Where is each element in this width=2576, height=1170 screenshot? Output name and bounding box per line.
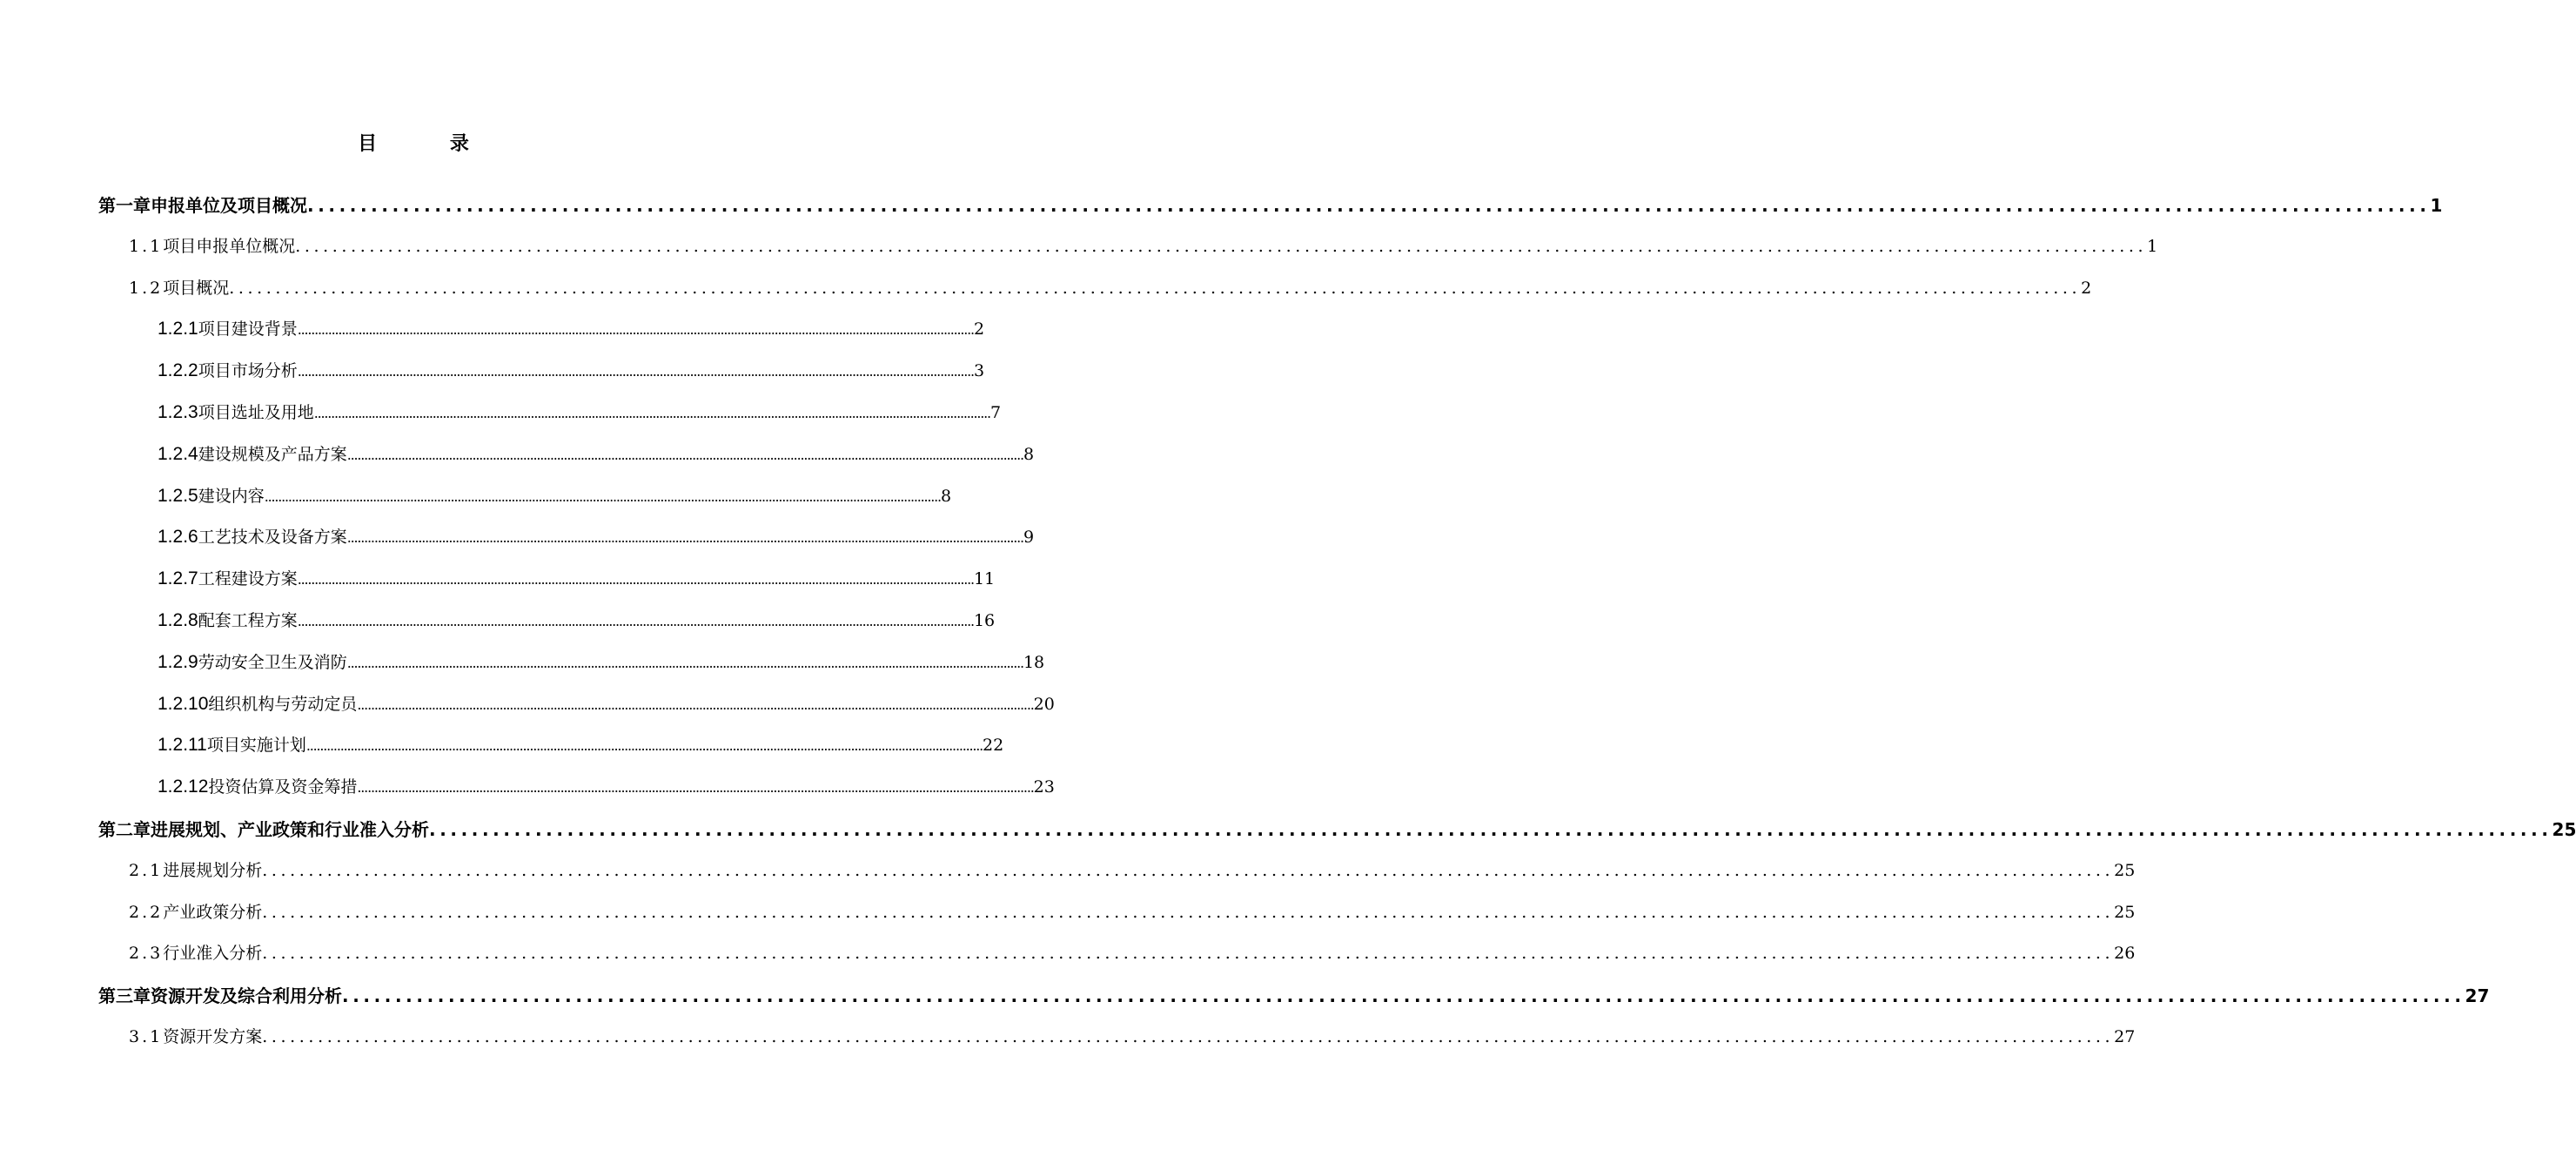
toc-entry[interactable]	[158, 691, 1055, 717]
toc-entry-page-number: 20	[1033, 695, 1055, 714]
toc-entry-page-number: 8	[1023, 445, 1035, 464]
toc-entry-number: 1.2.2	[158, 360, 198, 380]
toc-entry[interactable]	[129, 233, 2158, 259]
toc-entry-page-number: 27	[2465, 985, 2490, 1006]
toc-entry-number: 1.2.9	[158, 652, 198, 672]
toc-entry-page-number: 9	[1023, 528, 1035, 547]
toc-entry-page-number: 22	[983, 736, 1004, 755]
toc-entry-number: 1.2.6	[158, 527, 198, 547]
toc-entry-title: 行业准入分析	[163, 944, 263, 963]
toc-entry-title: 申报单位及项目概况	[151, 195, 307, 216]
toc-entry-page-number: 1	[2147, 237, 2158, 256]
toc-dot-leader: ........................................................................................................................................................................................................	[346, 655, 1023, 671]
toc-entry-title: 工程建设方案	[198, 569, 298, 588]
toc-entry-number: 第三章	[98, 985, 151, 1006]
toc-dot-leader: ........................................................................................................................................................................................................	[307, 195, 2431, 216]
toc-entry-title: 项目申报单位概况	[163, 237, 296, 256]
toc-entry[interactable]	[158, 441, 1035, 467]
toc-entry-title: 进展规划分析	[163, 861, 263, 880]
toc-entry-number: 1.2.4	[158, 444, 198, 464]
toc-title: 目 录	[358, 133, 502, 155]
toc-dot-leader: ........................................................................................................................................................................................................	[264, 488, 941, 505]
toc-entry-number: 1.2.1	[158, 319, 198, 339]
toc-entry-page-number: 25	[2114, 903, 2136, 922]
toc-dot-leader: ........................................................................................................................................................................................................	[346, 529, 1023, 546]
toc-entry-page-number: 7	[989, 403, 1002, 422]
toc-entry-title: 项目市场分析	[198, 361, 298, 380]
toc-entry-title: 建设规模及产品方案	[198, 445, 347, 464]
toc-entry-title: 进展规划、产业政策和行业准入分析	[151, 819, 429, 840]
toc-entry-title: 产业政策分析	[163, 903, 263, 922]
toc-entry[interactable]	[158, 400, 1002, 426]
toc-dot-leader: ........................................................................................................................................................................................................	[295, 237, 2148, 256]
toc-dot-leader: ........................................................................................................................................................................................................	[305, 737, 983, 754]
toc-entry[interactable]	[158, 566, 996, 592]
toc-entry[interactable]	[158, 649, 1045, 676]
toc-entry-number: 1.2.3	[158, 402, 198, 422]
toc-entry-page-number: 18	[1023, 653, 1045, 672]
toc-dot-leader: ........................................................................................................................................................................................................	[429, 819, 2553, 840]
toc-entry[interactable]	[158, 483, 952, 509]
toc-dot-leader: ........................................................................................................................................................................................................	[297, 321, 974, 338]
toc-entry-title: 项目建设背景	[198, 319, 298, 339]
toc-entry-number: 1.2	[129, 279, 164, 298]
toc-dot-leader: ........................................................................................................................................................................................................	[297, 363, 974, 380]
toc-entry[interactable]	[158, 608, 996, 634]
toc-entry-number: 第一章	[98, 195, 151, 216]
toc-entry-number: 2.2	[129, 903, 164, 922]
toc-entry-number: 1.2.8	[158, 610, 198, 630]
toc-entry-title: 配套工程方案	[198, 611, 298, 630]
toc-entry-title: 工艺技术及设备方案	[198, 528, 347, 547]
toc-entry-title: 资源开发方案	[163, 1027, 263, 1046]
toc-entry-number: 2.3	[129, 944, 164, 963]
toc-entry-title: 劳动安全卫生及消防	[198, 653, 347, 672]
toc-entry[interactable]	[129, 857, 2136, 884]
toc-entry-page-number: 8	[940, 487, 952, 506]
toc-entry-title: 组织机构与劳动定员	[208, 695, 358, 714]
toc-entry[interactable]	[158, 774, 1055, 800]
toc-dot-leader: ........................................................................................................................................................................................................	[346, 447, 1023, 463]
toc-entry[interactable]	[158, 316, 985, 342]
toc-dot-leader: ........................................................................................................................................................................................................	[357, 696, 1034, 713]
toc-entry-number: 1.2.5	[158, 486, 198, 506]
toc-entry-page-number: 25	[2114, 861, 2136, 880]
toc-entry[interactable]	[129, 1024, 2136, 1050]
toc-entry-number: 第二章	[98, 819, 151, 840]
toc-entry-page-number: 16	[973, 611, 996, 630]
toc-chapter-entry[interactable]	[98, 982, 2490, 1008]
toc-dot-leader: ........................................................................................................................................................................................................	[357, 779, 1034, 796]
toc-entry[interactable]	[158, 524, 1035, 550]
toc-entry-title: 建设内容	[198, 487, 265, 506]
toc-entry-page-number: 2	[973, 319, 985, 339]
toc-entry-number: 1.2.11	[158, 735, 207, 755]
toc-entry[interactable]	[129, 940, 2136, 966]
toc-entry[interactable]	[158, 732, 1004, 758]
toc-chapter-entry[interactable]	[98, 192, 2443, 218]
toc-dot-leader: ........................................................................................................................................................................................................	[262, 903, 2115, 922]
toc-entry-page-number: 1	[2430, 195, 2443, 216]
toc-chapter-entry[interactable]	[98, 816, 2576, 842]
toc-entry[interactable]	[129, 275, 2092, 301]
toc-entry-number: 1.1	[129, 237, 164, 256]
toc-dot-leader: ........................................................................................................................................................................................................	[229, 279, 2082, 298]
toc-dot-leader: ........................................................................................................................................................................................................	[297, 613, 974, 629]
toc-dot-leader: ........................................................................................................................................................................................................	[262, 1027, 2115, 1046]
toc-dot-leader: ........................................................................................................................................................................................................	[297, 571, 974, 588]
toc-entry-page-number: 11	[973, 569, 996, 588]
toc-entry-page-number: 2	[2081, 279, 2092, 298]
toc-entry-number: 2.1	[129, 861, 164, 880]
toc-entry-title: 项目选址及用地	[198, 403, 314, 422]
toc-entry-page-number: 27	[2114, 1027, 2136, 1046]
toc-entry[interactable]	[158, 358, 985, 384]
toc-dot-leader: ........................................................................................................................................................................................................	[262, 944, 2115, 963]
toc-dot-leader: ........................................................................................................................................................................................................	[262, 861, 2115, 880]
toc-dot-leader: ........................................................................................................................................................................................................	[313, 405, 990, 421]
toc-entry-page-number: 3	[973, 361, 985, 380]
toc-entry-title: 投资估算及资金筹措	[208, 777, 358, 797]
toc-entry-number: 1.2.12	[158, 777, 209, 797]
toc-entry-title: 项目概况	[163, 279, 230, 298]
toc-entry-page-number: 23	[1033, 777, 1055, 797]
toc-dot-leader: ........................................................................................................................................................................................................	[342, 985, 2465, 1006]
toc-entry-title: 资源开发及综合利用分析	[151, 985, 342, 1006]
toc-entry-page-number: 25	[2552, 819, 2576, 840]
toc-entry[interactable]	[129, 899, 2136, 925]
toc-entry-number: 3.1	[129, 1027, 164, 1046]
toc-entry-title: 项目实施计划	[206, 736, 306, 755]
toc-entry-number: 1.2.10	[158, 694, 209, 714]
toc-entry-page-number: 26	[2114, 944, 2136, 963]
toc-entry-number: 1.2.7	[158, 568, 198, 588]
